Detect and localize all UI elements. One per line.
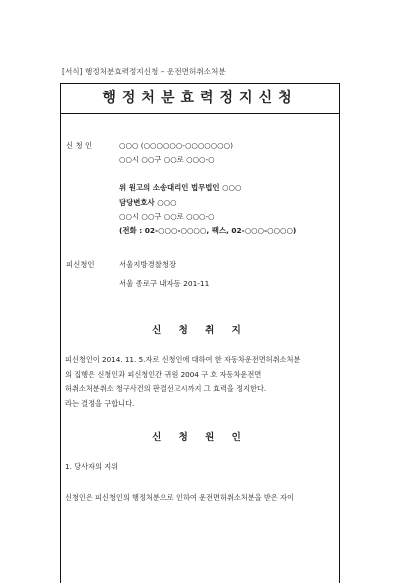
reason-line: 신청인은 피신청인의 행정처분으로 인하여 운전면허취소처분을 받은 자이	[65, 493, 294, 502]
applicant-address: ○○시 ○○구 ○○로 ○○○-○	[119, 155, 215, 164]
lawyer-in-charge: 담당변호사 ○○○	[119, 198, 177, 207]
applicant-name: ○○○ (○○○○○○-○○○○○○○)	[119, 141, 233, 150]
title-divider	[60, 113, 340, 114]
agent-contact: (전화 : 02-○○○-○○○○, 팩스, 02-○○○-○○○○)	[119, 226, 297, 235]
purpose-line: 라는 결정을 구합니다.	[65, 399, 135, 408]
agent-address: ○○시 ○○구 ○○로 ○○○-○	[119, 212, 215, 221]
respondent-label: 피신청인	[66, 260, 95, 269]
purpose-line: 허취소처분취소 청구사건의 판결선고시까지 그 효력을 정지한다.	[65, 384, 267, 393]
legal-agent: 위 원고의 소송대리인 법무법인 ○○○	[119, 183, 242, 192]
document-title: 행정처분효력정지신청	[102, 90, 298, 106]
subsection-heading: 1. 당사자의 지위	[65, 462, 119, 471]
respondent-address: 서울 종로구 내자동 201-11	[119, 279, 210, 288]
purpose-heading: 신 청 취 지	[152, 325, 248, 336]
respondent-name: 서울지방경찰청장	[119, 260, 177, 269]
reason-heading: 신 청 원 인	[152, 432, 248, 443]
purpose-line: 피신청인이 2014. 11. 5.자로 신청인에 대하여 한 자동차운전면허취소처분	[65, 355, 301, 364]
applicant-label: 신 청 인	[66, 141, 93, 150]
purpose-line: 의 집행은 신청인과 피신청인간 귀원 2004 구 호 자동차운전면	[65, 370, 262, 379]
form-header-label: [서식] 행정처분효력정지신청 – 운전면허취소처분	[62, 67, 226, 76]
